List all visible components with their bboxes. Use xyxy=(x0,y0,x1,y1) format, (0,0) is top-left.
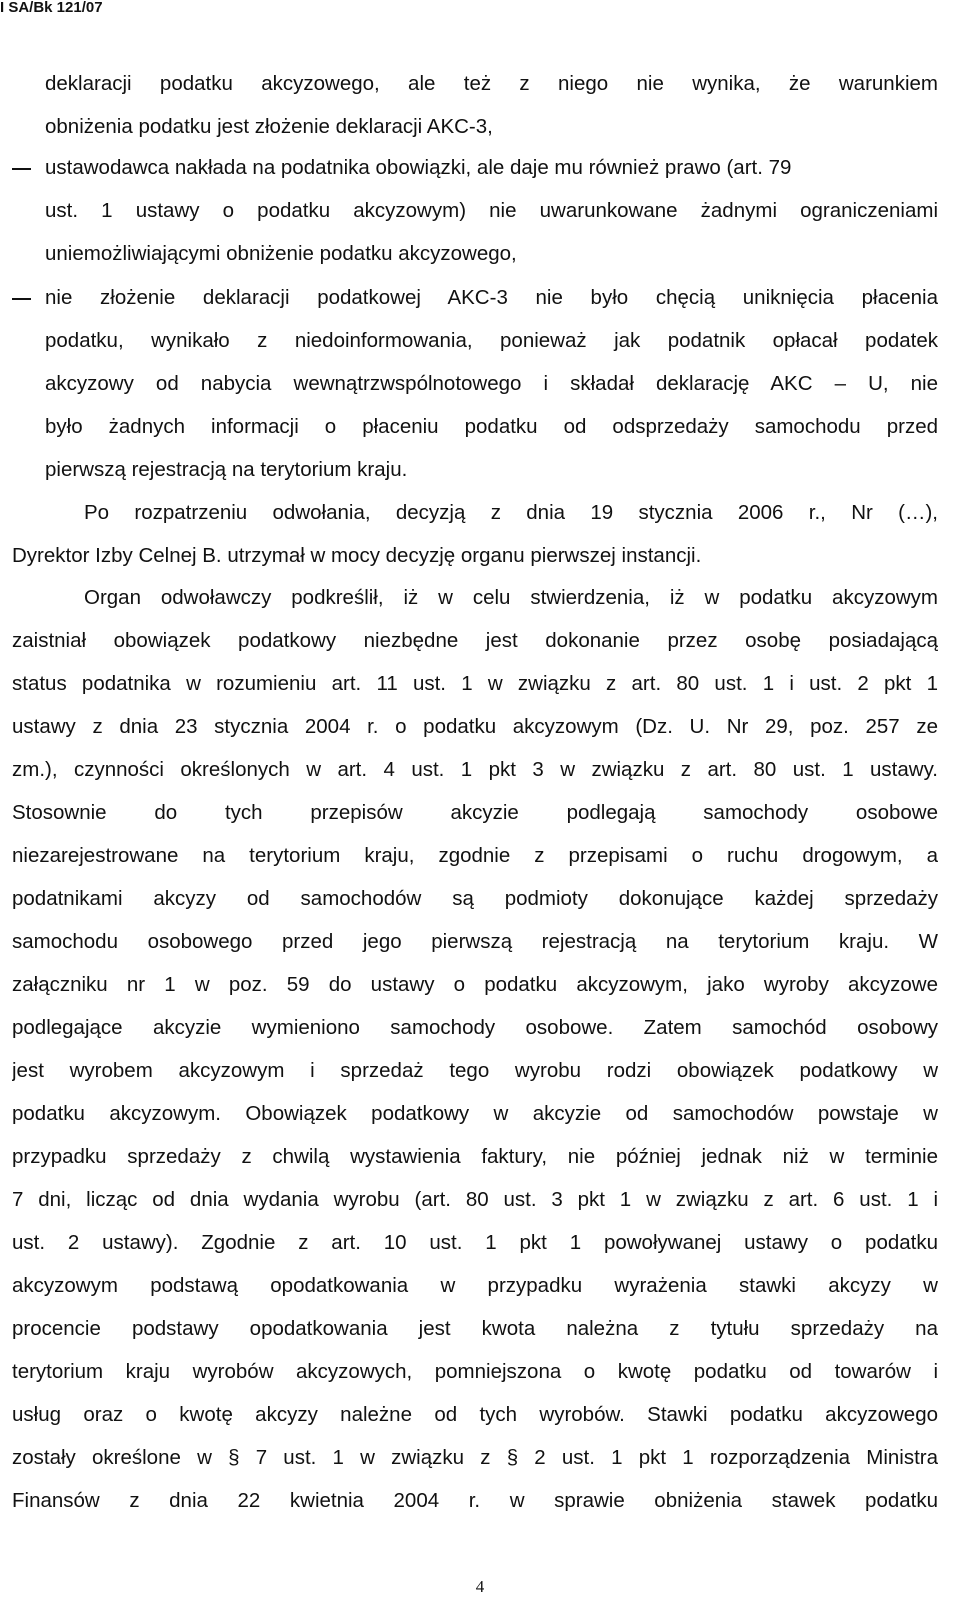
text-line: akcyzowy od nabycia wewnątrzwspólnotowego i składał deklarację AKC – U, nie xyxy=(45,372,938,395)
text-line: podatku akcyzowym. Obowiązek podatkowy w akcyzie od samochodów powstaje w xyxy=(12,1102,938,1125)
list-dash-marker xyxy=(12,168,31,170)
text-line: przypadku sprzedaży z chwilą wystawienia faktury, nie później jednak niż w terminie xyxy=(12,1145,938,1168)
text-line: procencie podstawy opodatkowania jest kwota należna z tytułu sprzedaży na xyxy=(12,1317,938,1340)
text-line: podatnikami akcyzy od samochodów są podmioty dokonujące każdej sprzedaży xyxy=(12,887,938,910)
text-line: uniemożliwiającymi obniżenie podatku akcyzowego, xyxy=(45,242,517,265)
text-line: Po rozpatrzeniu odwołania, decyzją z dnia 19 stycznia 2006 r., Nr (…), xyxy=(84,501,938,524)
text-line: podlegające akcyzie wymieniono samochody osobowe. Zatem samochód osobowy xyxy=(12,1016,938,1039)
text-line: jest wyrobem akcyzowym i sprzedaż tego wyrobu rodzi obowiązek podatkowy w xyxy=(12,1059,938,1082)
list-dash-marker xyxy=(12,298,31,300)
text-line: niezarejestrowane na terytorium kraju, zgodnie z przepisami o ruchu drogowym, a xyxy=(12,844,938,867)
text-line: podatku, wynikało z niedoinformowania, ponieważ jak podatnik opłacał podatek xyxy=(45,329,938,352)
text-line: samochodu osobowego przed jego pierwszą rejestracją na terytorium kraju. W xyxy=(12,930,938,953)
case-number-header: I SA/Bk 121/07 xyxy=(0,0,103,16)
text-line: akcyzowym podstawą opodatkowania w przypadku wyrażenia stawki akcyzy w xyxy=(12,1274,938,1297)
text-line: usług oraz o kwotę akcyzy należne od tych wyrobów. Stawki podatku akcyzowego xyxy=(12,1403,938,1426)
page-number: 4 xyxy=(475,1577,485,1596)
text-line: Organ odwoławczy podkreślił, iż w celu stwierdzenia, iż w podatku akcyzowym xyxy=(84,586,938,609)
text-line: ust. 1 ustawy o podatku akcyzowym) nie uwarunkowane żadnymi ograniczeniami xyxy=(45,199,938,222)
text-line: terytorium kraju wyrobów akcyzowych, pomniejszona o kwotę podatku od towarów i xyxy=(12,1360,938,1383)
text-line: ust. 2 ustawy). Zgodnie z art. 10 ust. 1 pkt 1 powoływanej ustawy o podatku xyxy=(12,1231,938,1254)
text-line: 7 dni, licząc od dnia wydania wyrobu (art. 80 ust. 3 pkt 1 w związku z art. 6 ust. 1 i xyxy=(12,1188,938,1211)
text-line: ustawodawca nakłada na podatnika obowiązki, ale daje mu również prawo (art. 79 xyxy=(45,156,792,179)
text-line: ustawy z dnia 23 stycznia 2004 r. o podatku akcyzowym (Dz. U. Nr 29, poz. 257 ze xyxy=(12,715,938,738)
text-line: nie złożenie deklaracji podatkowej AKC-3 nie było chęcią uniknięcia płacenia xyxy=(45,286,938,309)
text-line: zostały określone w § 7 ust. 1 w związku z § 2 ust. 1 pkt 1 rozporządzenia Ministra xyxy=(12,1446,938,1469)
text-line: załączniku nr 1 w poz. 59 do ustawy o podatku akcyzowym, jako wyroby akcyzowe xyxy=(12,973,938,996)
text-line: Dyrektor Izby Celnej B. utrzymał w mocy decyzję organu pierwszej instancji. xyxy=(12,544,702,567)
text-line: obniżenia podatku jest złożenie deklaracji AKC-3, xyxy=(45,115,493,138)
text-line: pierwszą rejestracją na terytorium kraju. xyxy=(45,458,408,481)
text-line: status podatnika w rozumieniu art. 11 ust. 1 w związku z art. 80 ust. 1 i ust. 2 pkt 1 xyxy=(12,672,938,695)
text-line: deklaracji podatku akcyzowego, ale też z niego nie wynika, że warunkiem xyxy=(45,72,938,95)
text-line: zaistniał obowiązek podatkowy niezbędne jest dokonanie przez osobę posiadającą xyxy=(12,629,938,652)
text-line: Stosownie do tych przepisów akcyzie podlegają samochody osobowe xyxy=(12,801,938,824)
text-line: było żadnych informacji o płaceniu podatku od odsprzedaży samochodu przed xyxy=(45,415,938,438)
text-line: zm.), czynności określonych w art. 4 ust. 1 pkt 3 w związku z art. 80 ust. 1 ustawy. xyxy=(12,758,938,781)
text-line: Finansów z dnia 22 kwietnia 2004 r. w sprawie obniżenia stawek podatku xyxy=(12,1489,938,1512)
